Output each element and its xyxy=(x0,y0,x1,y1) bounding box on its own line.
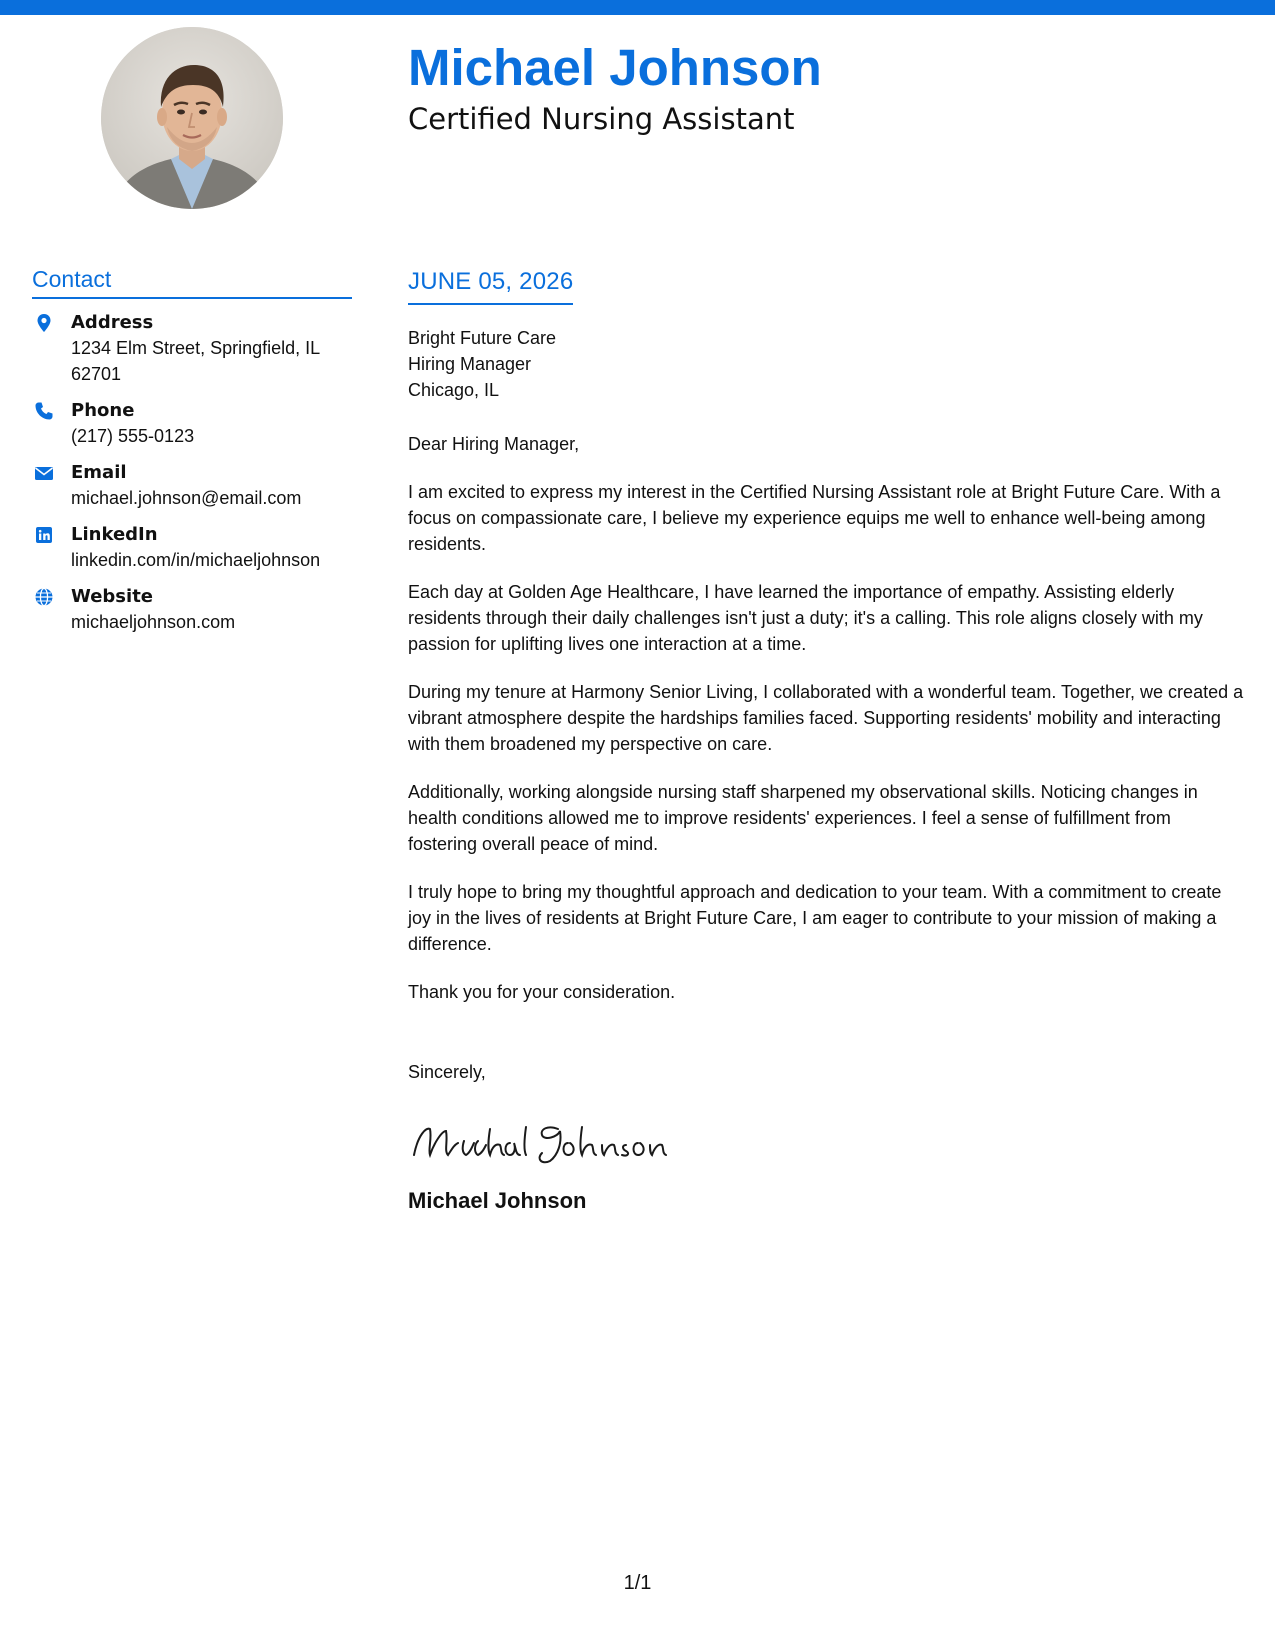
recipient-company: Bright Future Care xyxy=(408,327,557,348)
letter-paragraph: During my tenure at Harmony Senior Living, I collaborated with a wonderful team. Together, we created a vibrant atmosphere despite the hardships families faced. Supporting residents' mobility and interacting with them broadened my perspective on care. xyxy=(408,681,1244,754)
letter-body xyxy=(408,268,1244,1215)
contact-item-address xyxy=(32,311,352,387)
contact-item-phone xyxy=(32,399,352,449)
email-label: Email xyxy=(71,461,127,483)
linkedin-label: LinkedIn xyxy=(71,523,158,545)
signed-name: Michael Johnson xyxy=(408,1187,587,1213)
candidate-name: Michael Johnson xyxy=(408,39,822,96)
address-value: 1234 Elm Street, Springfield, IL 62701 xyxy=(71,337,320,384)
profile-photo xyxy=(101,27,283,209)
contact-item-email xyxy=(32,461,352,511)
page-number: 1/1 xyxy=(623,1572,652,1594)
phone-icon xyxy=(34,401,54,421)
email-value[interactable]: michael.johnson@email.com xyxy=(71,487,302,508)
phone-value: (217) 555-0123 xyxy=(71,425,195,446)
letter-paragraph: Each day at Golden Age Healthcare, I have learned the importance of empathy. Assisting elderly residents through their daily challenges isn't just a duty; it's a calling. This role aligns closely with my passion for uplifting lives one interaction at a time. xyxy=(408,581,1203,654)
recipient-location: Chicago, IL xyxy=(408,379,500,400)
contact-item-linkedin xyxy=(32,523,352,573)
top-accent-bar xyxy=(0,0,1275,15)
map-pin-icon xyxy=(34,313,54,333)
salutation: Dear Hiring Manager, xyxy=(408,433,580,454)
phone-label: Phone xyxy=(71,399,135,421)
letter-date: JUNE 05, 2026 xyxy=(408,268,573,305)
contact-sidebar xyxy=(32,266,352,647)
website-value[interactable]: michaeljohnson.com xyxy=(71,611,236,632)
letter-paragraph: I truly hope to bring my thoughtful approach and dedication to your team. With a commitment to create joy in the lives of residents at Bright Future Care, I am eager to contribute to your mission of making a difference. xyxy=(408,881,1222,954)
letter-paragraph: Thank you for your consideration. xyxy=(408,981,676,1002)
letter-paragraph: Additionally, working alongside nursing staff sharpened my observational skills. Noticing changes in health conditions allowed me to improve residents' experiences. I feel a sense of fulfillment from fostering overall peace of mind. xyxy=(408,781,1198,854)
globe-icon xyxy=(34,587,54,607)
address-label: Address xyxy=(71,311,154,333)
website-label: Website xyxy=(71,585,154,607)
envelope-icon xyxy=(34,463,54,483)
person-portrait-icon xyxy=(101,27,283,209)
contact-heading: Contact xyxy=(32,266,352,299)
recipient-role: Hiring Manager xyxy=(408,353,532,374)
closing-phrase: Sincerely, xyxy=(408,1061,486,1082)
letter-paragraph: I am excited to express my interest in the Certified Nursing Assistant role at Bright Future Care. With a focus on compassionate care, I believe my experience equips me well to enhance well-being among residents. xyxy=(408,481,1221,554)
handwritten-signature xyxy=(408,1115,1244,1171)
linkedin-icon xyxy=(34,525,54,545)
candidate-job-title: Certified Nursing Assistant xyxy=(408,102,795,136)
linkedin-value[interactable]: linkedin.com/in/michaeljohnson xyxy=(71,549,321,570)
contact-item-website xyxy=(32,585,352,635)
recipient-block xyxy=(408,325,1244,403)
